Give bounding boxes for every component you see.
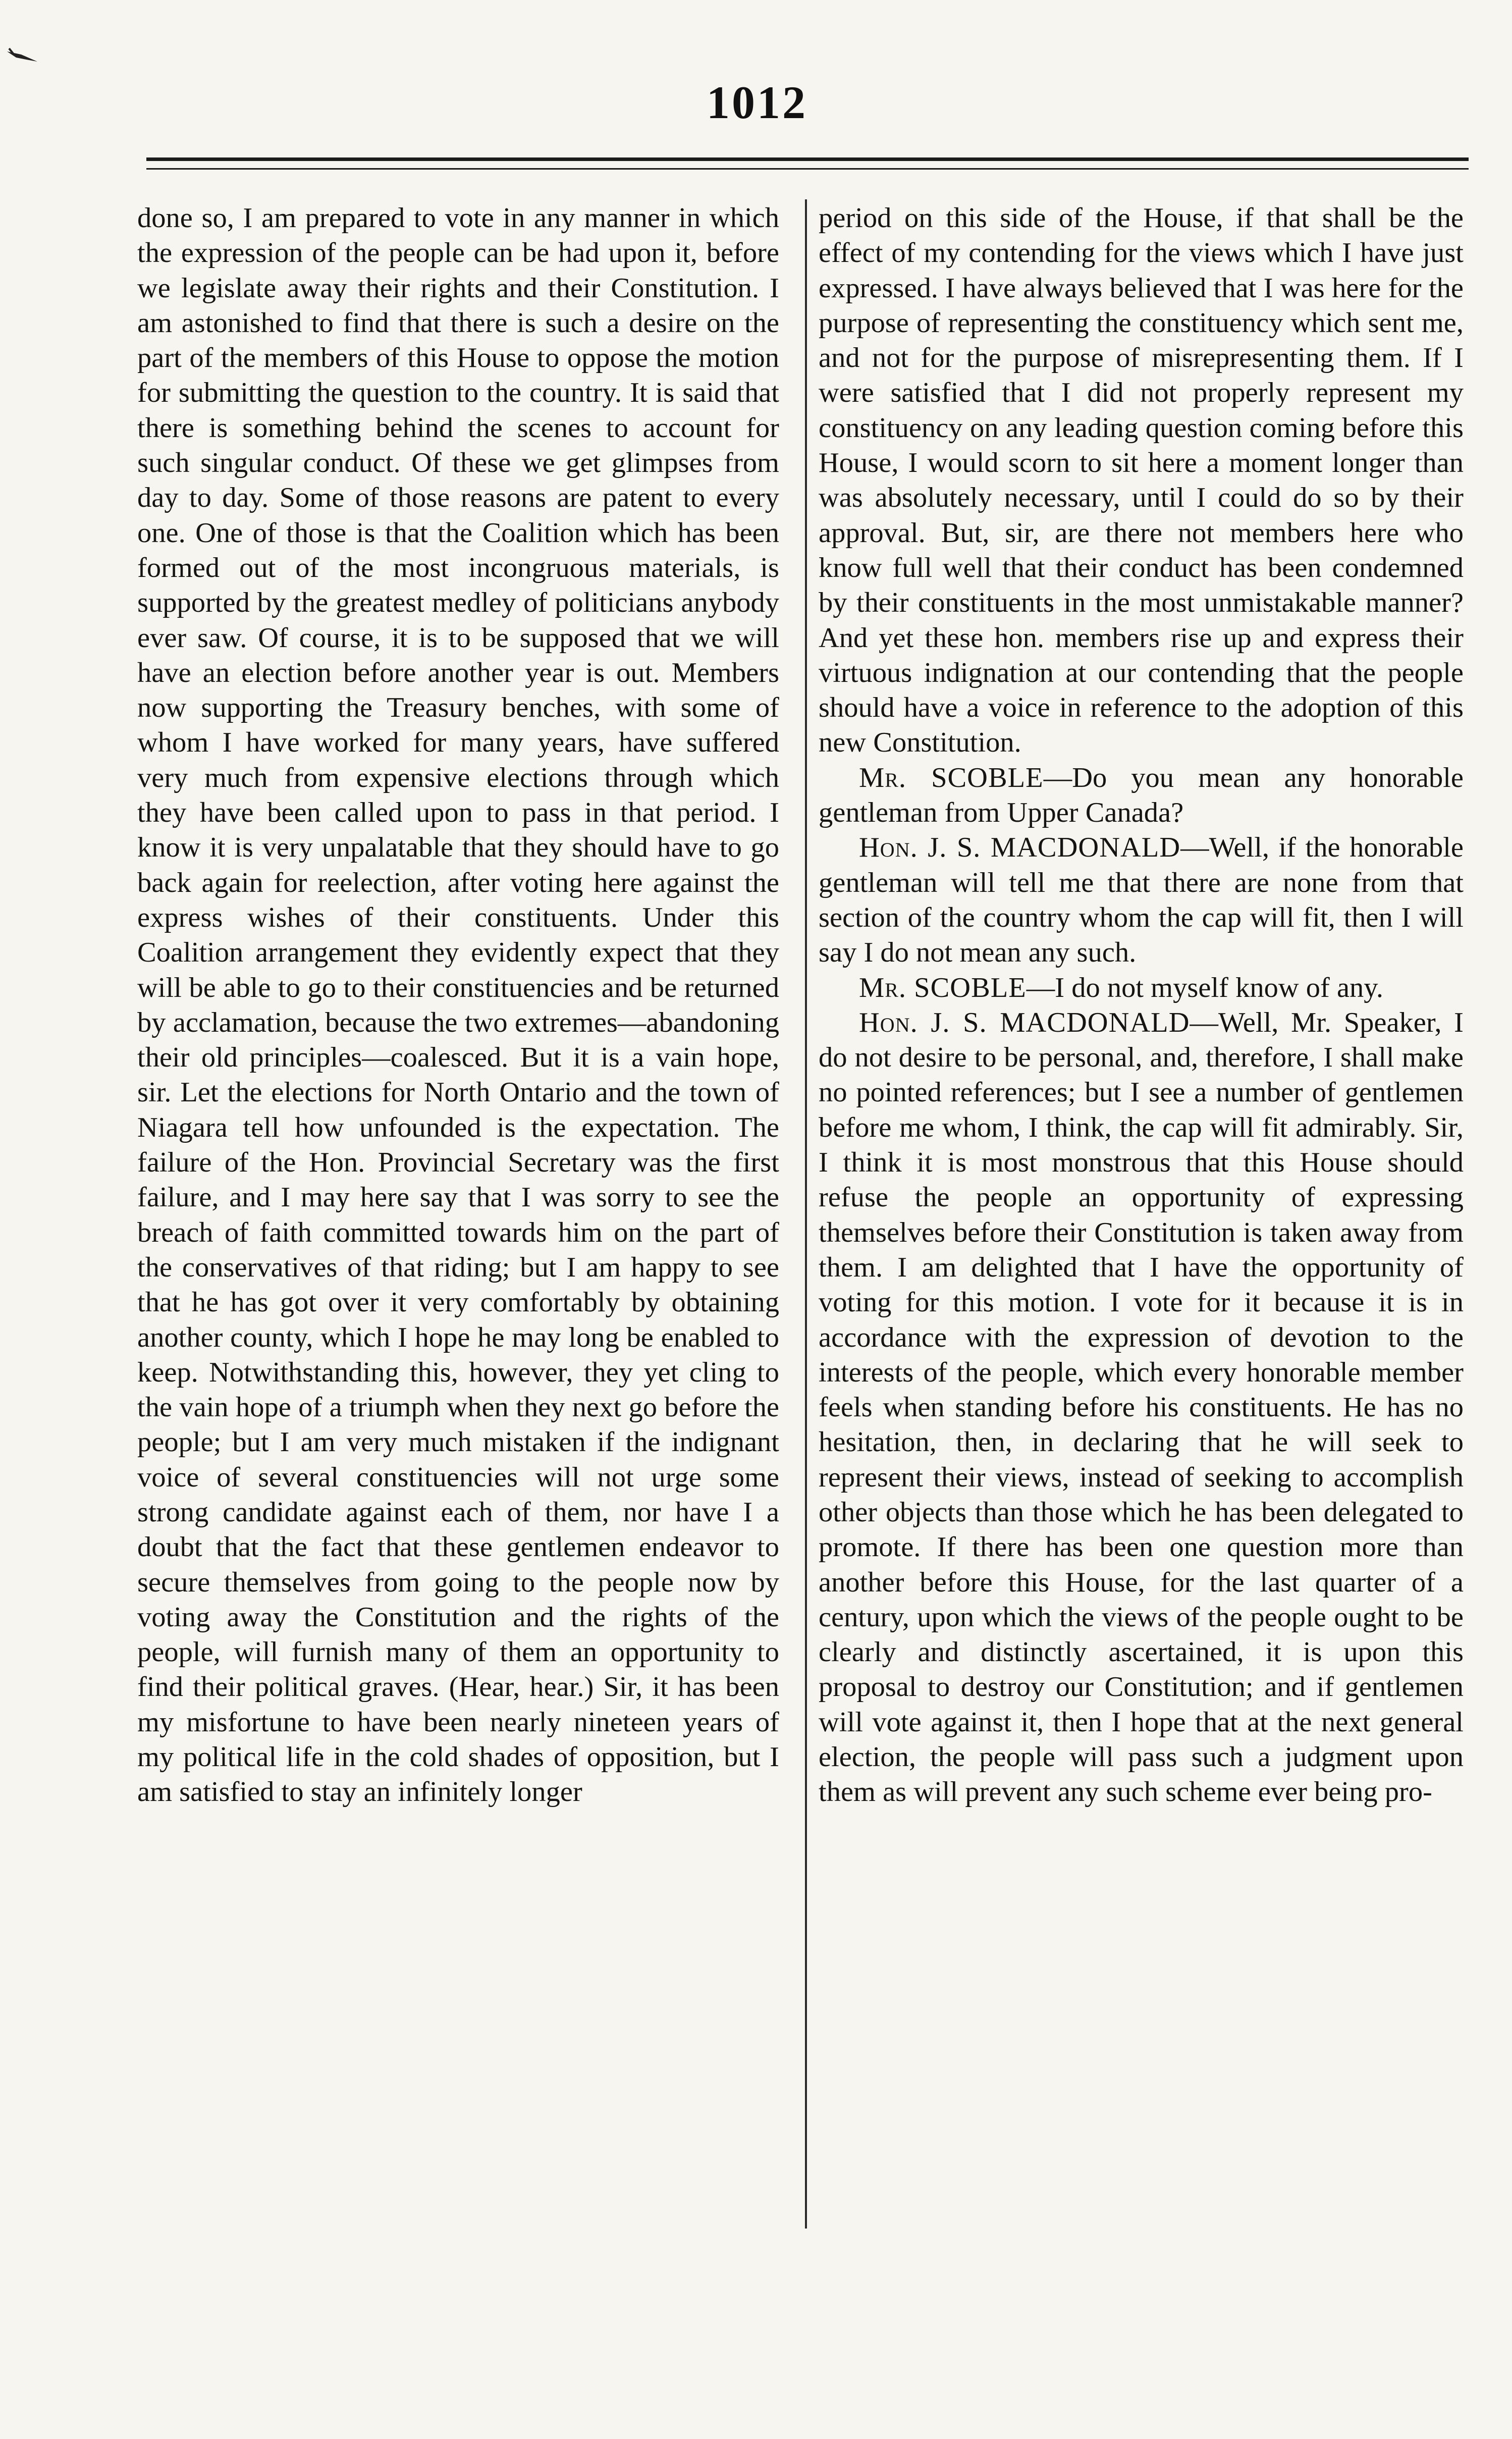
right-opening-paragraph: period on this side of the House, if that shall be the effect of my contending for the views which I have just expressed. I have always believed that I was here for the purpose of representing the constituency which sent me, and not for the purpose of misrepresenting them. If I were satisfied that I did not properly represent my constituency on any leading question coming before this House, I would scorn to sit here a moment longer than was absolutely necessary, until I could do so by their approval. But, sir, are there not members here who know full well that their conduct has been condemned by their constituents in the most unmistakable manner? And yet these hon. members rise up and express their virtuous indignation at our contending that the people should have a voice in reference to the adoption of this new Constitution. <box>819 202 1464 759</box>
speech-text: —Well, if the honorable gentleman will tell me that there are none from that section of the country whom the cap will fit, then I will say I do not mean any such. <box>819 832 1464 969</box>
column-divider <box>805 199 807 2229</box>
speech-macdonald-2 <box>819 1005 1464 1810</box>
speaker-name: Mr. SCOBLE <box>859 972 1027 1003</box>
speech-text: —Do you mean any honorable gentleman from Upper Canada? <box>819 762 1464 829</box>
right-column <box>819 201 1464 2281</box>
speech-text: —Well, Mr. Speaker, I do not desire to be personal, and, therefore, I shall make no pointed references; but I see a number of gentlemen before me whom, I think, the cap will fit admirably. Sir, I think it is most monstrous that this House should refuse the people an opportunity of expressing themselves before their Constitution is taken away from them. I am delighted that I have the opportunity of voting for this motion. I vote for it because it is in accordance with the expression of devotion to the interests of the people, which every honorable member feels when standing before his constituents. He has no hesitation, then, in declaring that he will seek to represent their views, instead of seeking to accomplish other objects than those which he has been delegated to promote. If there has been one question more than another before this House, for the last quarter of a century, upon which the views of the people ought to be clearly and distinctly ascertained, it is upon this proposal to destroy our Constitution; and if gentlemen will vote against it, then I hope that at the next general election, the people will pass such a judgment upon them as will prevent any such scheme ever being pro- <box>819 1006 1464 1808</box>
left-paragraph: done so, I am prepared to vote in any manner in which the expression of the people can be had upon it, before we legislate away their rights and their Constitution. I am astonished to find that there is such a desire on the part of the members of this House to oppose the motion for submitting the question to the country. It is said that there is something behind the scenes to account for such singular conduct. Of these we get glimpses from day to day. Some of those reasons are patent to every one. One of those is that the Coalition which has been formed out of the most incongruous materials, is supported by the greatest medley of politicians anybody ever saw. Of course, it is to be supposed that we will have an election before another year is out. Members now supporting the Treasury benches, with some of whom I have worked for many years, have suffered very much from expensive elections through which they have been called upon to pass in that period. I know it is very unpalatable that they should have to go back again for reelection, after voting here against the express wishes of their constituents. Under this Coalition arrangement they evidently expect that they will be able to go to their constituencies and be returned by acclamation, because the two extremes—abandoning their old principles—coalesced. But it is a vain hope, sir. Let the elections for North Ontario and the town of Niagara tell how unfounded is the expectation. The failure of the Hon. Provincial Secretary was the first failure, and I may here say that I was sorry to see the breach of faith committed towards him on the part of the conservatives of that riding; but I am happy to see that he has got over it very comfortably by obtaining another county, which I hope he may long be enabled to keep. Notwithstanding this, however, they yet cling to the vain hope of a triumph when they next go before the people; but I am very much mistaken if the indignant voice of several constituencies will not urge some strong candidate against each of them, nor have I a doubt that the fact that these gentlemen endeavor to secure themselves from going to the people now by voting away the Constitution and the rights of the people, will furnish many of them an opportunity to find their political graves. (Hear, hear.) Sir, it has been my misfortune to have been nearly nineteen years of my political life in the cold shades of opposition, but I am satisfied to stay an infinitely longer <box>137 202 779 1808</box>
corner-ink-mark <box>6 46 41 67</box>
left-column <box>137 201 779 2281</box>
speech-scoble-2 <box>819 971 1464 1005</box>
speech-macdonald-1 <box>819 830 1464 970</box>
speaker-name: Mr. SCOBLE <box>859 762 1044 793</box>
header-rule-thin <box>146 168 1469 170</box>
speech-text: —I do not myself know of any. <box>1026 972 1383 1003</box>
speech-scoble-1 <box>819 761 1464 831</box>
speaker-name: Hon. J. S. MACDONALD <box>859 1006 1190 1038</box>
header-rule <box>146 157 1469 161</box>
page-number: 1012 <box>707 77 807 128</box>
speaker-name: Hon. J. S. MACDONALD <box>859 832 1181 864</box>
